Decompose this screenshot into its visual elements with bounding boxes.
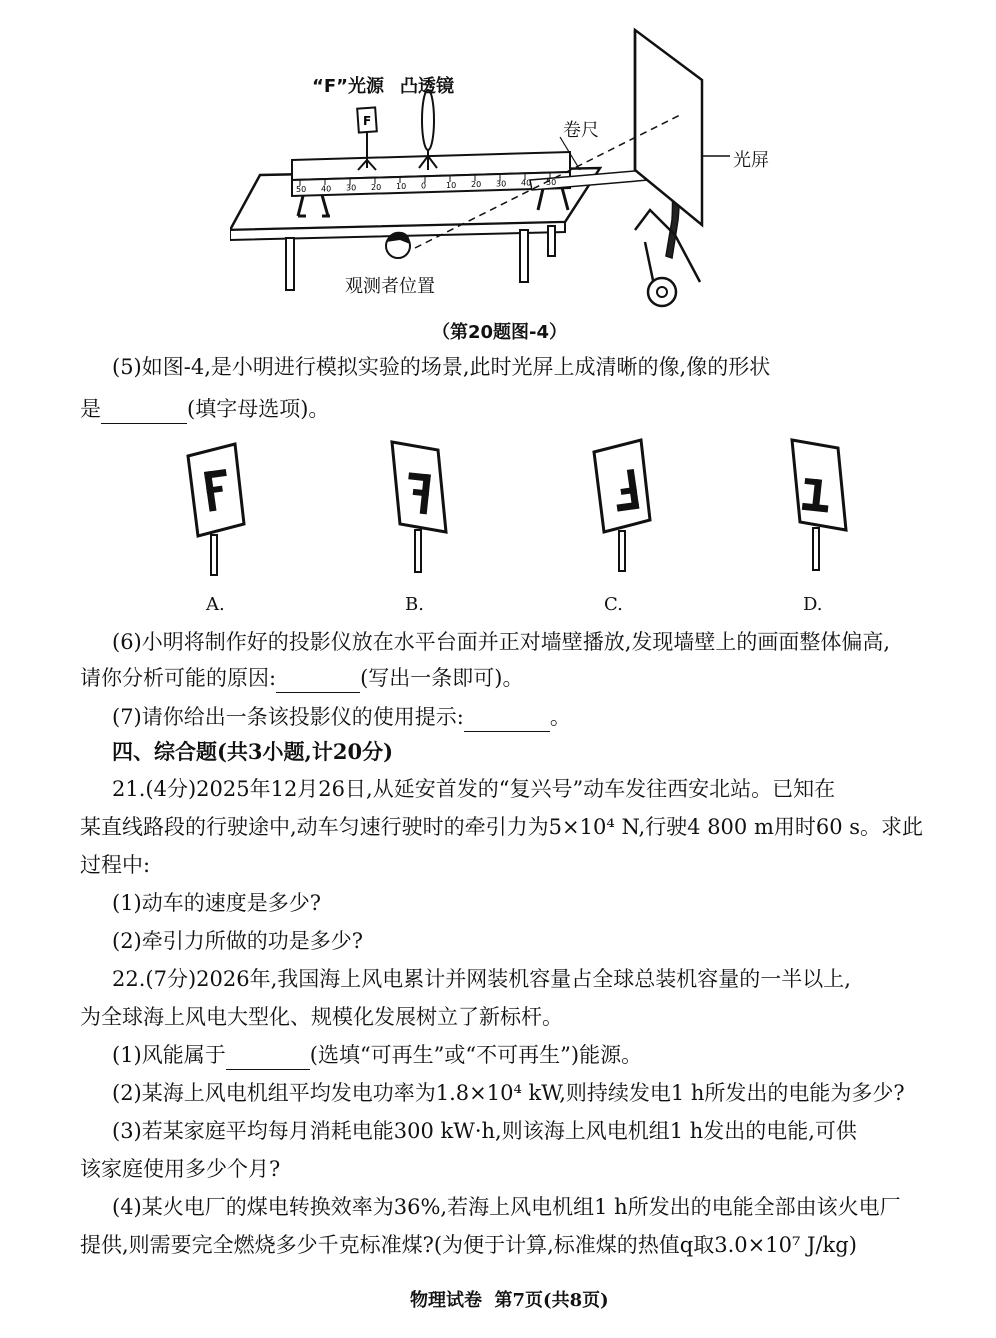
q6-answer-blank[interactable]	[276, 670, 360, 693]
q22-sub2: (2)某海上风电机组平均发电功率为1.8×10⁴ kW,则持续发电1 h所发出的电能为多少?	[112, 1081, 905, 1105]
figure-20-4	[230, 20, 790, 320]
option-c-label: C.	[604, 594, 623, 615]
svg-text:F: F	[363, 114, 372, 128]
scale-number: 30	[346, 183, 357, 193]
scale-number: 10	[396, 182, 407, 192]
q7-answer-blank[interactable]	[464, 709, 550, 732]
q21-line1: 21.(4分)2025年12月26日,从延安首发的“复兴号”动车发往西安北站。已知在	[112, 777, 836, 801]
q21-line3: 过程中:	[80, 853, 151, 877]
scale-number: 30	[496, 179, 507, 189]
q22-sub4-line1: (4)某火电厂的煤电转换效率为36%,若海上风电机组1 h所发出的电能全部由该火电厂	[112, 1195, 901, 1219]
q22-answer-blank[interactable]	[226, 1047, 310, 1070]
q6-line1: (6)小明将制作好的投影仪放在水平台面并正对墙壁播放,发现墙壁上的画面整体偏高,	[112, 630, 891, 654]
label-observer: 观测者位置	[345, 276, 435, 297]
figure-caption: （第20题图-4）	[432, 322, 568, 343]
q7-line: (7)请你给出一条该投影仪的使用提示: 。	[112, 702, 571, 732]
option-a-label: A.	[206, 594, 225, 615]
q22-line1: 22.(7分)2026年,我国海上风电累计并网装机容量占全球总装机容量的一半以上,	[112, 967, 851, 991]
scale-number: 50	[546, 178, 557, 187]
q22-sub4-line2: 提供,则需要完全燃烧多少千克标准煤?(为便于计算,标准煤的热值q取3.0×10⁷ J/kg)	[80, 1233, 857, 1257]
option-c-sign	[586, 436, 656, 576]
q5-line1: (5)如图-4,是小明进行模拟实验的场景,此时光屏上成清晰的像,像的形状	[112, 355, 771, 379]
scale-number: 40	[321, 184, 332, 194]
q22-line2: 为全球海上风电大型化、规模化发展树立了新标杆。	[80, 1005, 563, 1029]
q6-line2: 请你分析可能的原因: (写出一条即可)。	[80, 663, 523, 693]
scale-number: 50	[296, 185, 307, 194]
q22-sub3-line2: 该家庭使用多少个月?	[80, 1157, 281, 1181]
q22-sub3-line1: (3)若某家庭平均每月消耗电能300 kW·h,则该海上风电机组1 h发出的电能,可供	[112, 1119, 857, 1143]
option-d-label: D.	[803, 594, 823, 615]
q21-line2: 某直线路段的行驶途中,动车匀速行驶时的牵引力为5×10⁴ N,行驶4 800 m用时60 s。求此	[80, 815, 924, 839]
q21-sub2: (2)牵引力所做的功是多少?	[112, 929, 364, 953]
scale-number: 10	[446, 180, 457, 190]
section4-title: 四、综合题(共3小题,计20分)	[112, 739, 394, 764]
label-screen: 光屏	[733, 150, 769, 171]
option-b-label: B.	[405, 594, 424, 615]
label-convex-lens: 凸透镜	[400, 76, 454, 97]
scale-number: 0	[421, 181, 427, 191]
scale-number: 20	[371, 182, 382, 192]
option-a-sign	[180, 440, 250, 580]
page-footer: 物理试卷 第7页(共8页)	[410, 1290, 609, 1311]
scale-number: 40	[521, 178, 532, 188]
option-b-sign	[386, 438, 456, 578]
q21-sub1: (1)动车的速度是多少?	[112, 891, 322, 915]
label-light-source: “F”光源	[312, 76, 384, 97]
option-d-sign	[786, 436, 856, 576]
scale-number: 20	[471, 180, 482, 190]
q22-sub1: (1)风能属于 (选填“可再生”或“不可再生”)能源。	[112, 1040, 642, 1070]
label-tape-measure: 卷尺	[563, 120, 599, 141]
q5-line2: 是 (填字母选项)。	[80, 394, 329, 424]
q5-answer-blank[interactable]	[101, 401, 187, 424]
